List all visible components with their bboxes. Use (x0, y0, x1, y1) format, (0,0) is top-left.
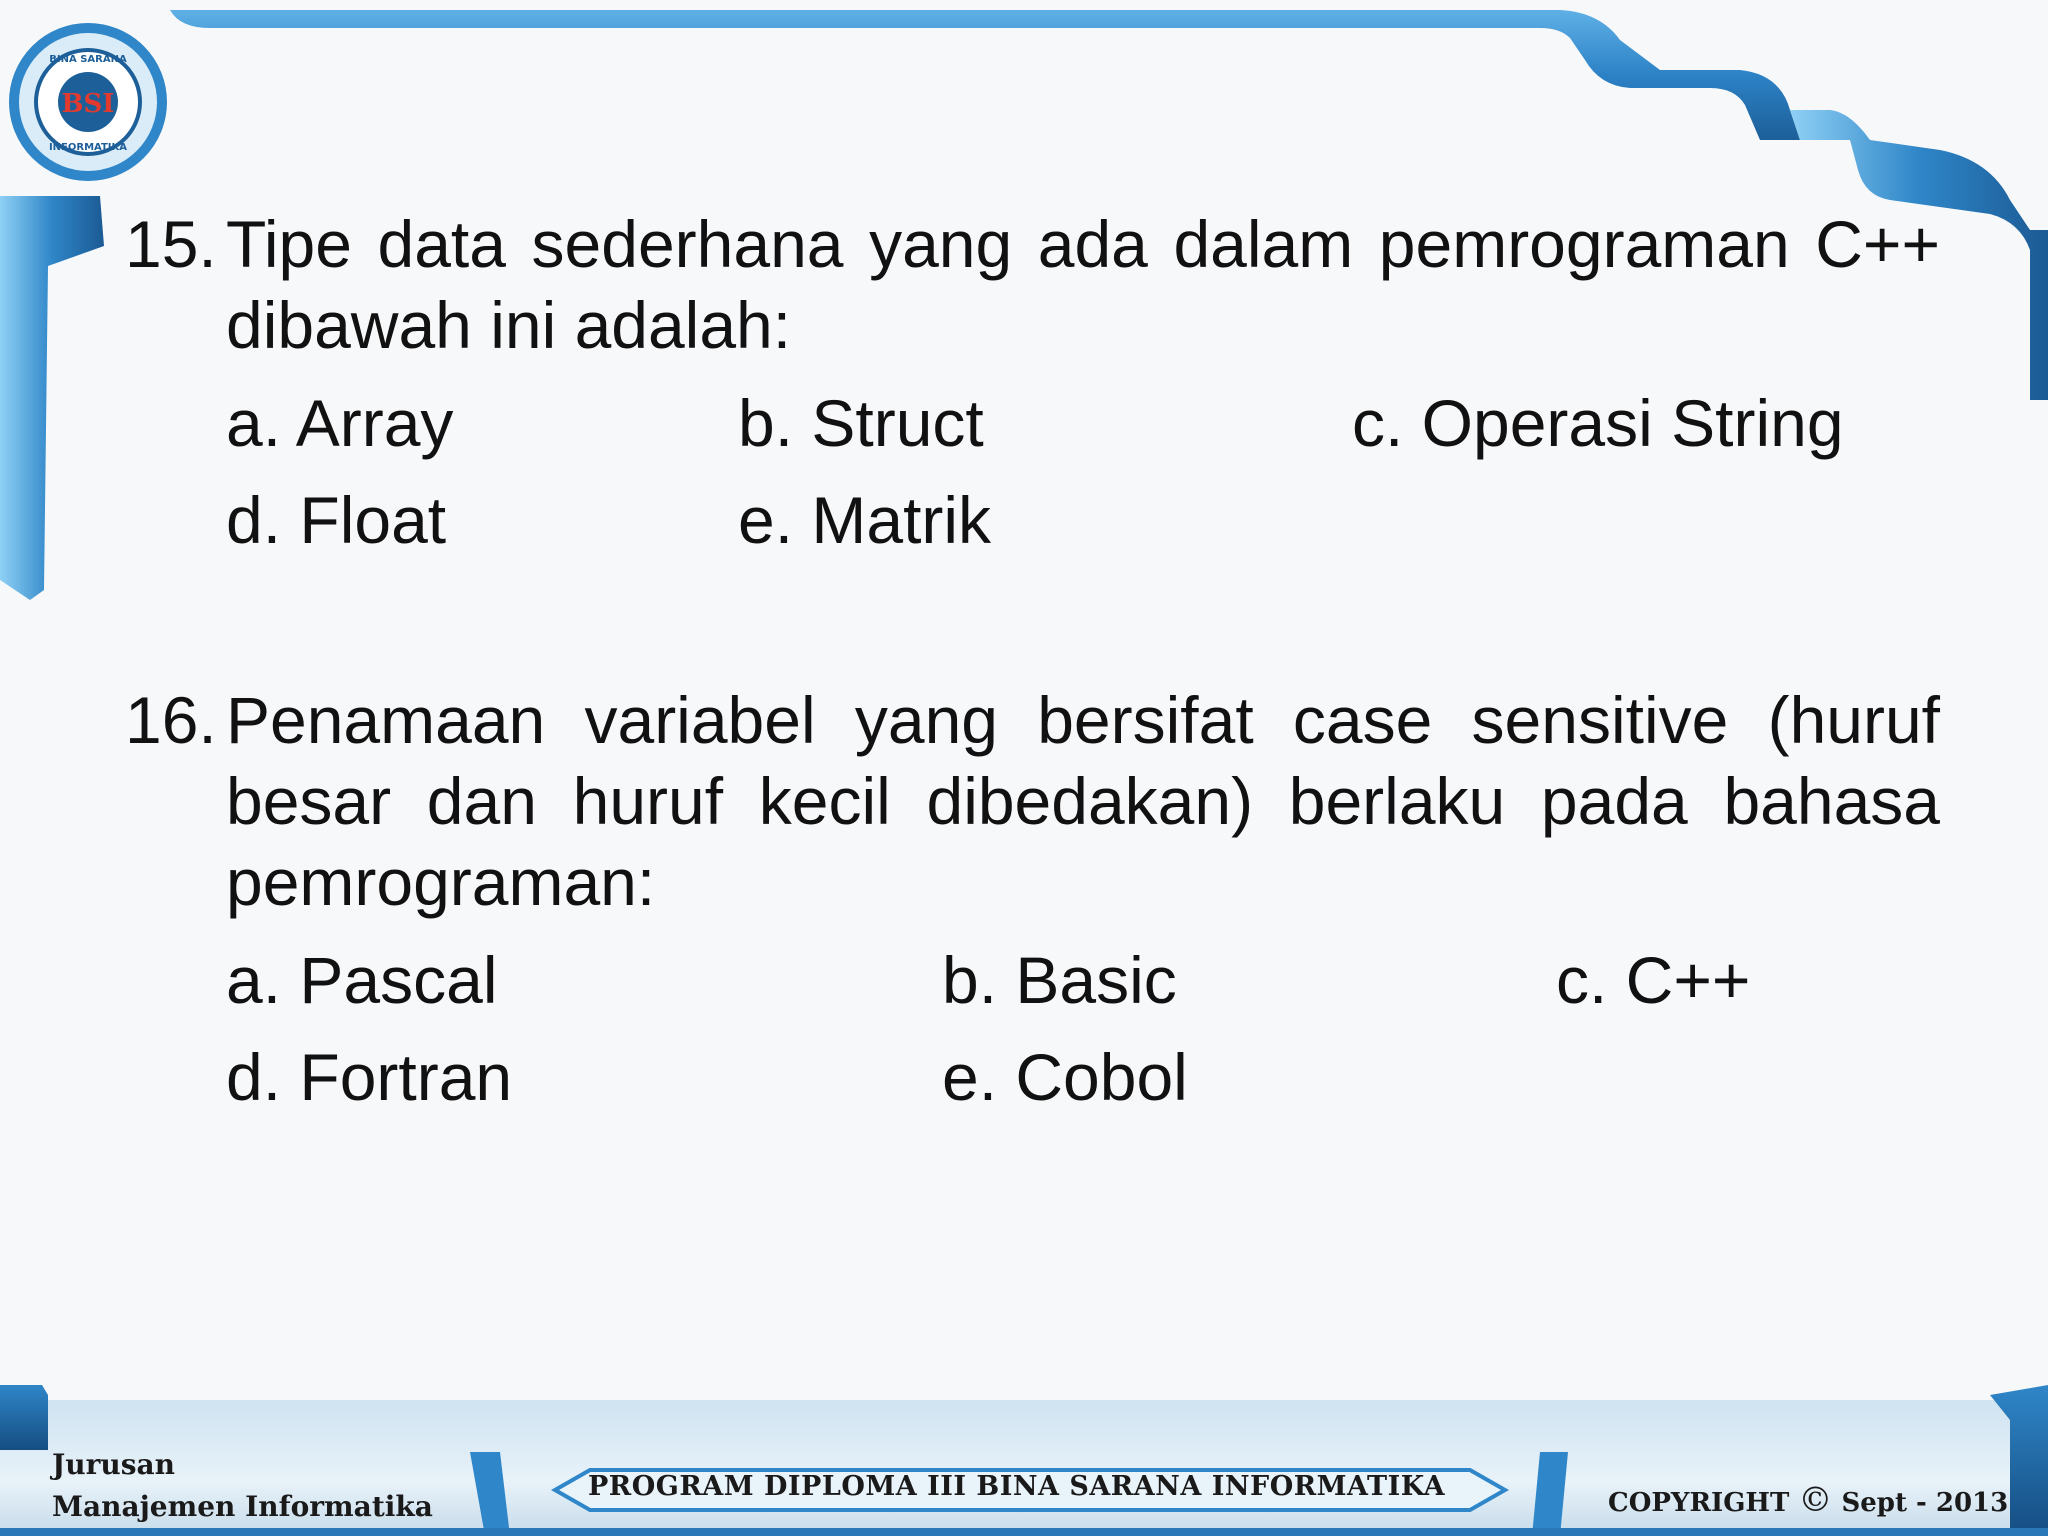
footer-department-line1: Jurusan (52, 1448, 175, 1481)
option-e: e. Matrik (738, 483, 992, 557)
footer-department-line2: Manajemen Informatika (52, 1490, 433, 1523)
option-a: a. Pascal (226, 943, 498, 1017)
option-d: d. Float (226, 483, 447, 557)
option-b: b. Basic (942, 943, 1177, 1017)
option-e: e. Cobol (942, 1040, 1188, 1114)
option-a: a. Array (226, 386, 454, 460)
question-text: Penamaan variabel yang bersifat case sensitive (huruf besar dan huruf kecil dibedakan) berlaku pada bahasa pemrograman: (226, 683, 1940, 919)
option-d: d. Fortran (226, 1040, 513, 1114)
question-text: Tipe data sederhana yang ada dalam pemrograman C++ dibawah ini adalah: (226, 207, 1940, 362)
option-c: c. Operasi String (1352, 386, 1844, 460)
copyright-date: Sept - 2013 (1841, 1488, 2009, 1518)
question-16 (125, 680, 1940, 923)
logo-initials: BSI (61, 89, 115, 119)
question-number: 16. (125, 683, 217, 757)
option-b: b. Struct (738, 386, 984, 460)
logo-ring-bottom: INFORMATIKA (48, 142, 128, 153)
question-number: 15. (125, 207, 217, 281)
logo-ring-top: BINA SARANA (49, 54, 127, 65)
copyright-word: COPYRIGHT (1608, 1488, 1790, 1518)
footer-copyright (1608, 1480, 2008, 1520)
option-c: c. C++ (1556, 943, 1751, 1017)
question-15 (125, 204, 1940, 366)
copyright-icon: © (1798, 1480, 1833, 1520)
footer-program: PROGRAM DIPLOMA III BINA SARANA INFORMATIKA (588, 1471, 1446, 1502)
